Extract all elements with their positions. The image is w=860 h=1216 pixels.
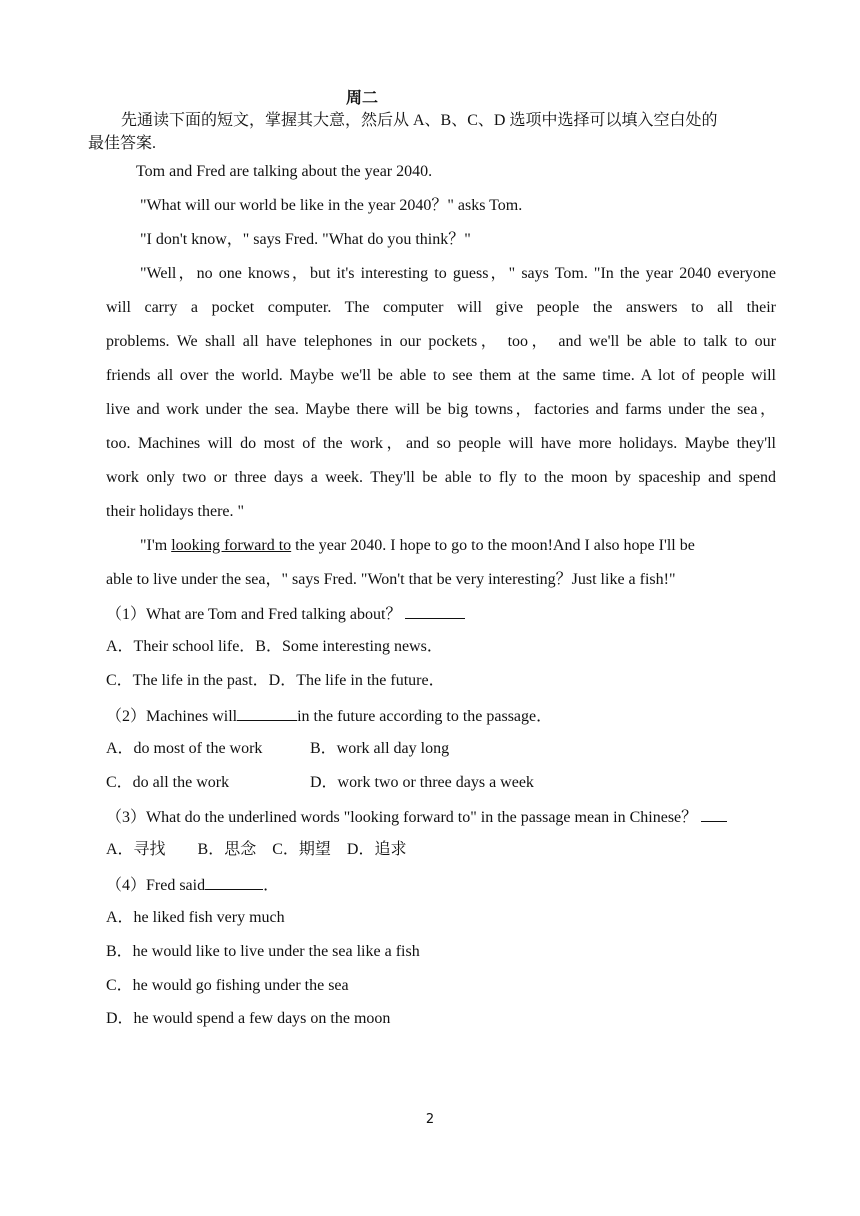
passage-paragraph-5-line-2: able to live under the sea，" says Fred. "Won't that be very interesting？Just like a fish!" [106,571,676,588]
question-1-options-line-2: C．The life in the past．D．The life in the future． [106,672,445,689]
option-a: A．do most of the work [106,740,263,757]
passage-paragraph-4-line: will carry a pocket computer. The computer will give people the answers to all their [106,299,776,316]
question-2-stem [106,705,552,727]
question-2-options-line-2 [106,773,534,793]
answer-blank [237,705,297,721]
option-d: D．work two or three days a week [310,774,534,791]
instructions-line-2: 最佳答案. [88,135,157,152]
question-4-text-before: （4）Fred said [106,877,206,894]
question-3-options: A．寻找 B．思念 C．期望 D．追求 [106,841,407,858]
p5-text-after: the year 2040. I hope to go to the moon!And I also hope I'll be [291,537,695,554]
passage-paragraph-4-line: too. Machines will do most of the work，and so people will have more holidays. Maybe they'll [106,435,776,452]
passage-paragraph-4-line: their holidays there. " [106,503,245,520]
question-3-text: （3）What do the underlined words "looking forward to" in the passage mean in Chinese？ [106,809,698,826]
answer-blank [405,603,465,619]
passage-paragraph-5-line-1 [140,536,695,556]
passage-paragraph-2: "What will our world be like in the year 2040？" asks Tom. [140,197,523,214]
page-title: 周二 [346,88,379,107]
question-4-stem [106,874,279,896]
passage-paragraph-4-line: friends all over the world. Maybe we'll be able to see them at the same time. A lot of people will [106,367,776,384]
passage-paragraph-4-line: work only two or three days a week. They'll be able to fly to the moon by spaceship and spend [106,469,776,486]
page-number: 2 [425,1112,435,1127]
passage-paragraph-4-line: live and work under the sea. Maybe there will be big towns，factories and farms under the sea， [106,401,777,418]
question-1-text: （1）What are Tom and Fred talking about？ [106,606,402,623]
question-2-text-before: （2）Machines will [106,708,238,725]
question-4-option-d: D．he would spend a few days on the moon [106,1010,391,1027]
option-b: B．work all day long [310,740,450,757]
question-2-text-after: in the future according to the passage． [297,708,553,725]
question-1-options-line-1: A．Their school life．B．Some interesting news． [106,638,443,655]
passage-paragraph-1: Tom and Fred are talking about the year 2040. [136,163,433,180]
question-4-text-after: ． [263,877,280,894]
option-c: C．do all the work [106,774,230,791]
answer-blank [701,806,727,822]
answer-blank [205,874,263,890]
passage-paragraph-4-line: "Well，no one knows，but it's interesting to guess，" says Tom. "In the year 2040 everyone [140,265,776,282]
question-4-option-b: B．he would like to live under the sea like a fish [106,943,420,960]
question-3-stem [106,806,727,828]
question-4-option-a: A．he liked fish very much [106,909,285,926]
instructions-line-1: 先通读下面的短文，掌握其大意，然后从 A、B、C、D 选项中选择可以填入空白处的 [121,112,718,129]
passage-paragraph-4-line: problems. We shall all have telephones in our pockets， too， and we'll be able to talk to our [106,333,776,350]
underlined-phrase: looking forward to [171,537,292,554]
p5-text-before: "I'm [140,537,172,554]
question-4-option-c: C．he would go fishing under the sea [106,977,349,994]
question-1-stem [106,603,465,625]
question-2-options-line-1 [106,739,449,759]
passage-paragraph-3: "I don't know，" says Fred. "What do you think？" [140,231,471,248]
